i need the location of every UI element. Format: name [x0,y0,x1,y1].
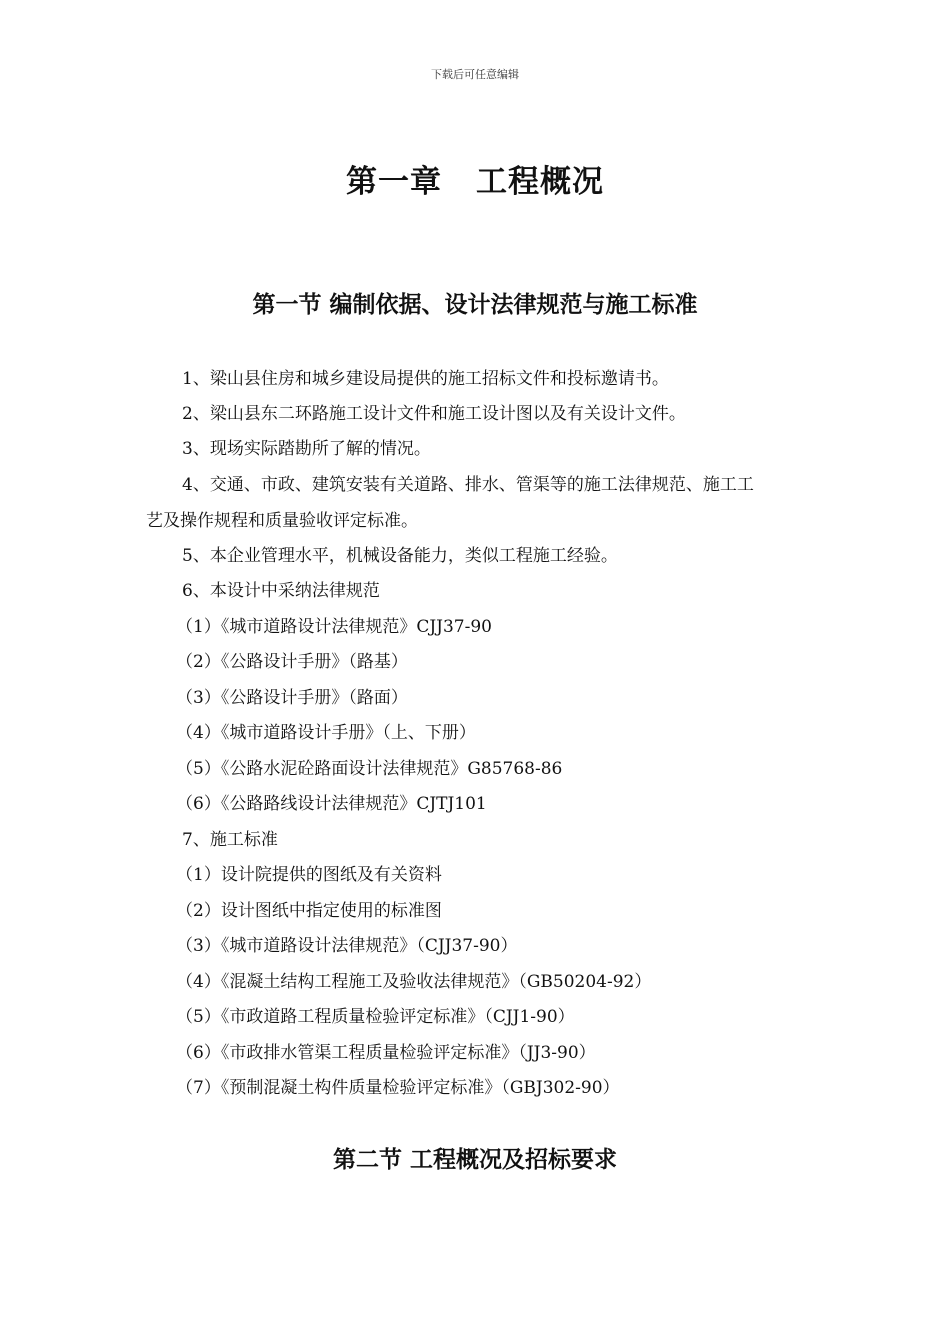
list-item: （4）《城市道路设计手册》（上、下册） [176,723,476,743]
list-item: （1）设计院提供的图纸及有关资料 [176,865,442,885]
list-item: （5）《公路水泥砼路面设计法律规范》G85768-86 [176,759,563,779]
list-item: 7、施工标准 [182,830,278,850]
list-item: 6、本设计中采纳法律规范 [182,581,380,601]
list-item: （2）设计图纸中指定使用的标准图 [176,901,442,921]
list-item: 5、本企业管理水平，机械设备能力，类似工程施工经验。 [182,546,618,566]
chapter-number: 第一章 [346,164,442,200]
list-item: （3）《城市道路设计法律规范》（CJJ37-90） [176,936,518,956]
list-item: （4）《混凝土结构工程施工及验收法律规范》（GB50204-92） [176,972,652,992]
list-item: （1）《城市道路设计法律规范》CJJ37-90 [176,617,492,637]
list-item: （6）《公路路线设计法律规范》CJTJ101 [176,794,487,814]
section-1-title: 第一节 编制依据、设计法律规范与施工标准 [252,292,698,318]
list-item-continuation: 艺及操作规程和质量验收评定标准。 [146,511,418,531]
list-item: （5）《市政道路工程质量检验评定标准》（CJJ1-90） [176,1007,575,1027]
chapter-title [0,156,950,201]
list-item: 3、现场实际踏勘所了解的情况。 [182,439,431,459]
header-note: 下载后可任意编辑 [431,68,519,81]
list-item: （6）《市政排水管渠工程质量检验评定标准》（JJ3-90） [176,1043,596,1063]
list-item: （2）《公路设计手册》（路基） [176,652,408,672]
list-item: （3）《公路设计手册》（路面） [176,688,408,708]
list-item: 2、梁山县东二环路施工设计文件和施工设计图以及有关设计文件。 [182,404,686,424]
chapter-name: 工程概况 [476,164,604,200]
list-item: （7）《预制混凝土构件质量检验评定标准》（GBJ302-90） [176,1078,620,1098]
list-item: 4、交通、市政、建筑安装有关道路、排水、管渠等的施工法律规范、施工工 [182,475,754,495]
section-2-title: 第二节 工程概况及招标要求 [332,1147,617,1173]
list-item: 1、梁山县住房和城乡建设局提供的施工招标文件和投标邀请书。 [182,369,669,389]
